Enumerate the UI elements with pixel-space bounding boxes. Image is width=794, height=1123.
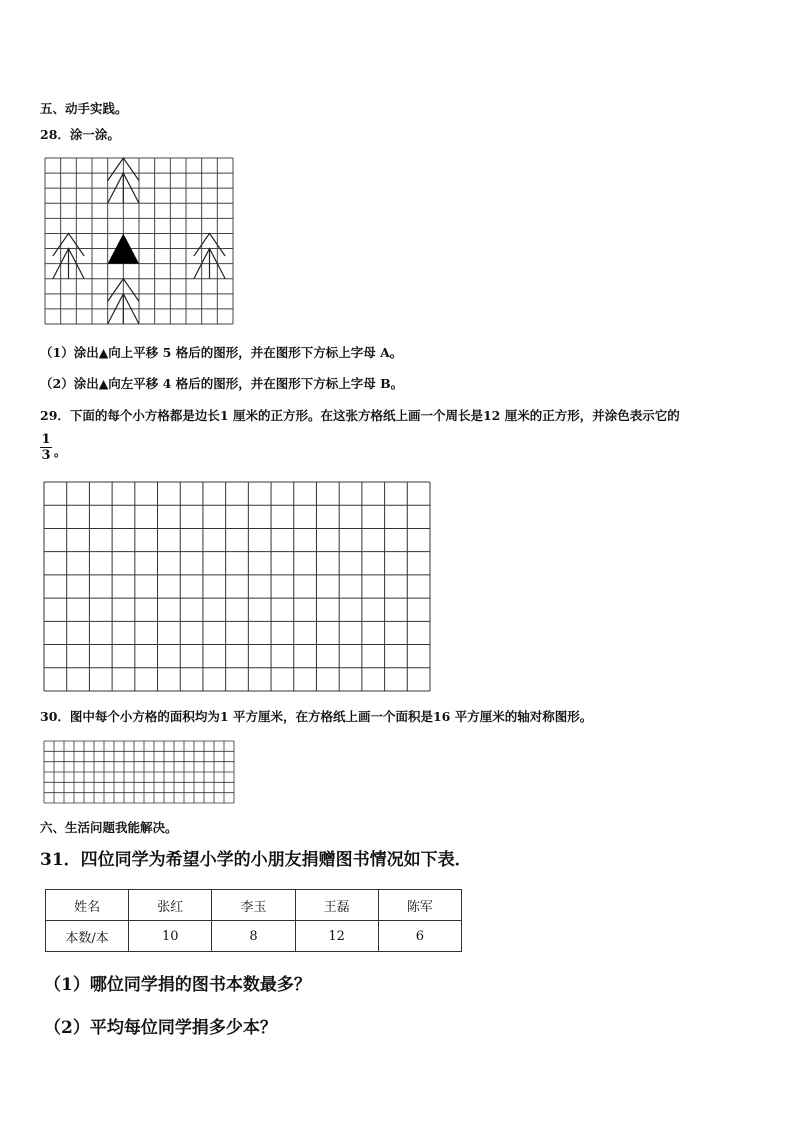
table-header-row [46, 890, 462, 921]
table-cell: 8 [212, 921, 295, 952]
section-five-title: 五、动手实践。 [40, 101, 128, 116]
question-28-item-2: （2）涂出▲向左平移 4 格后的图形，并在图形下方标上字母 B。 [40, 376, 404, 391]
question-29-text: 29．下面的每个小方格都是边长1 厘米的正方形。在这张方格纸上画一个周长是12 厘米的正方形，并涂色表示它的 [40, 408, 680, 423]
table-cell: 10 [129, 921, 212, 952]
table-cell: 陈军 [378, 890, 461, 921]
question-31-item-2: （2）平均每位同学捐多少本？ [44, 1018, 277, 1038]
table-cell: 张红 [129, 890, 212, 921]
table-cell: 王磊 [295, 890, 378, 921]
question-29-tail: 。 [54, 445, 67, 459]
table-cell: 姓名 [46, 890, 129, 921]
question-30-text: 30．图中每个小方格的面积均为1 平方厘米，在方格纸上画一个面积是16 平方厘米的轴对称图形。 [40, 709, 593, 724]
question-31-title: 31．四位同学为希望小学的小朋友捐赠图书情况如下表． [40, 850, 472, 870]
fraction-one-third [40, 432, 52, 463]
table-row [46, 921, 462, 952]
question-28-item-1: （1）涂出▲向上平移 5 格后的图形，并在图形下方标上字母 A。 [40, 345, 403, 360]
table-cell: 12 [295, 921, 378, 952]
table-cell: 6 [378, 921, 461, 952]
square-grid-17x9 [43, 481, 431, 692]
section-six-title: 六、生活问题我能解决。 [40, 820, 178, 835]
question-31-item-1: （1）哪位同学捐的图书本数最多？ [44, 975, 311, 995]
translation-grid [44, 157, 234, 325]
question-28-title: 28．涂一涂。 [40, 127, 120, 142]
table-cell: 本数/本 [46, 921, 129, 952]
fraction-numerator: 1 [41, 432, 51, 447]
square-grid-19x6 [43, 740, 235, 804]
fraction-denominator: 3 [41, 448, 51, 463]
book-donation-table [45, 889, 462, 952]
table-cell: 李玉 [212, 890, 295, 921]
